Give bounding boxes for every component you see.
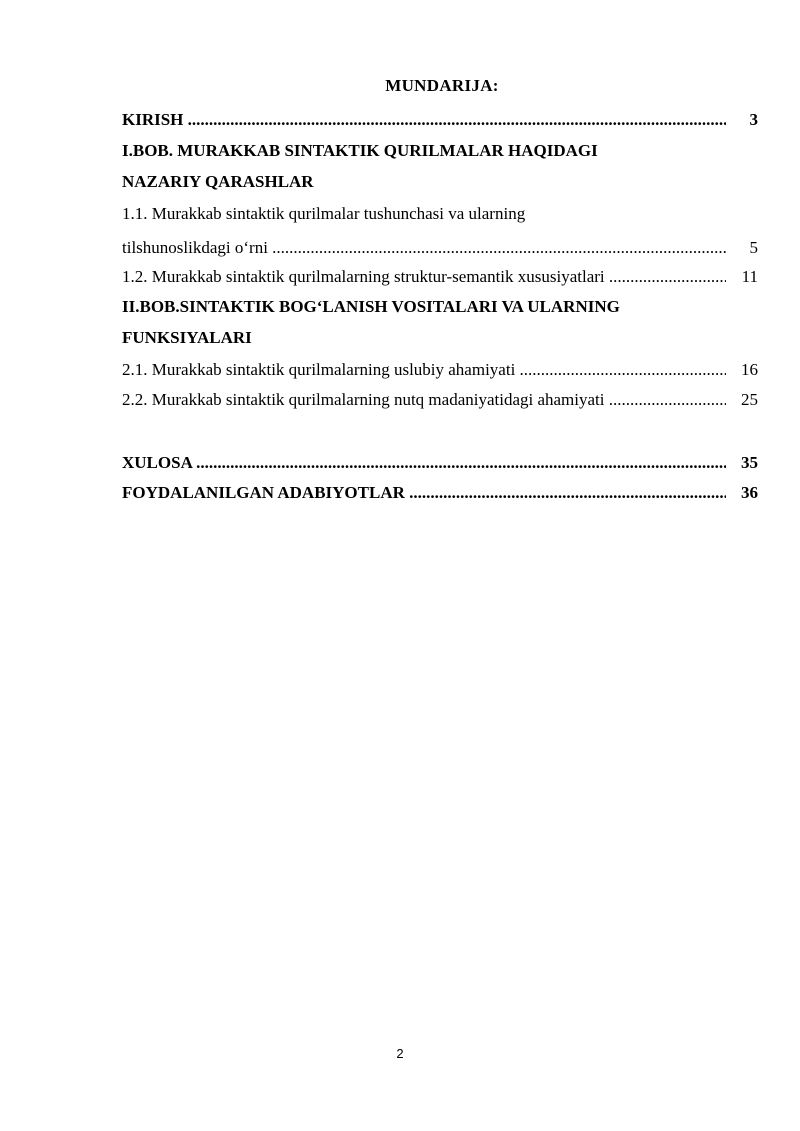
toc-entry-page: 16 <box>741 360 758 379</box>
toc-chapter-2-heading-line1 <box>122 295 762 319</box>
toc-entry-text: I.BOB. MURAKKAB SINTAKTIK QURILMALAR HAQIDAGI <box>122 141 598 160</box>
toc-section-1-1-line2 <box>122 236 762 260</box>
toc-entry-adabiyotlar <box>122 481 762 505</box>
toc-entry-page: 25 <box>741 390 758 409</box>
toc-chapter-2-heading-line2 <box>122 326 762 350</box>
toc-section-1-1-line1 <box>122 202 762 226</box>
toc-entry-text: 2.2. Murakkab sintaktik qurilmalarning nutq madaniyatidagi ahamiyati ..... <box>122 388 726 412</box>
toc-entry-text: II.BOB.SINTAKTIK BOG‘LANISH VOSITALARI VA ULARNING <box>122 297 620 316</box>
toc-entry-page: 5 <box>749 238 758 257</box>
toc-entry-text: NAZARIY QARASHLAR <box>122 172 314 191</box>
toc-entry-kirish <box>122 108 762 132</box>
toc-entry-text: tilshunoslikdagi o‘rni ..... <box>122 236 726 260</box>
toc-chapter-1-heading-line1 <box>122 139 762 163</box>
toc-entry-text: FUNKSIYALARI <box>122 328 252 347</box>
toc-entry-xulosa <box>122 451 762 475</box>
toc-section-2-2 <box>122 388 762 412</box>
toc-section-1-2 <box>122 265 762 289</box>
toc-entry-text: 1.2. Murakkab sintaktik qurilmalarning struktur-semantik xususiyatlari ..... <box>122 265 726 289</box>
toc-entry-text: XULOSA ..... <box>122 451 726 475</box>
toc-section-2-1 <box>122 358 762 382</box>
page-number: 2 <box>396 1046 404 1061</box>
toc-entry-page: 35 <box>741 453 758 472</box>
toc-entry-page: 3 <box>749 110 758 129</box>
toc-entry-text: FOYDALANILGAN ADABIYOTLAR ..... <box>122 481 726 505</box>
toc-chapter-1-heading-line2 <box>122 170 762 194</box>
toc-entry-text: 1.1. Murakkab sintaktik qurilmalar tushunchasi va ularning <box>122 204 526 223</box>
toc-entry-page: 36 <box>741 483 758 502</box>
toc-entry-text: 2.1. Murakkab sintaktik qurilmalarning uslubiy ahamiyati ..... <box>122 358 726 382</box>
toc-title: MUNDARIJA: <box>385 76 499 95</box>
toc-entry-text: KIRISH ..... <box>122 108 726 132</box>
toc-entry-page: 11 <box>741 267 758 286</box>
